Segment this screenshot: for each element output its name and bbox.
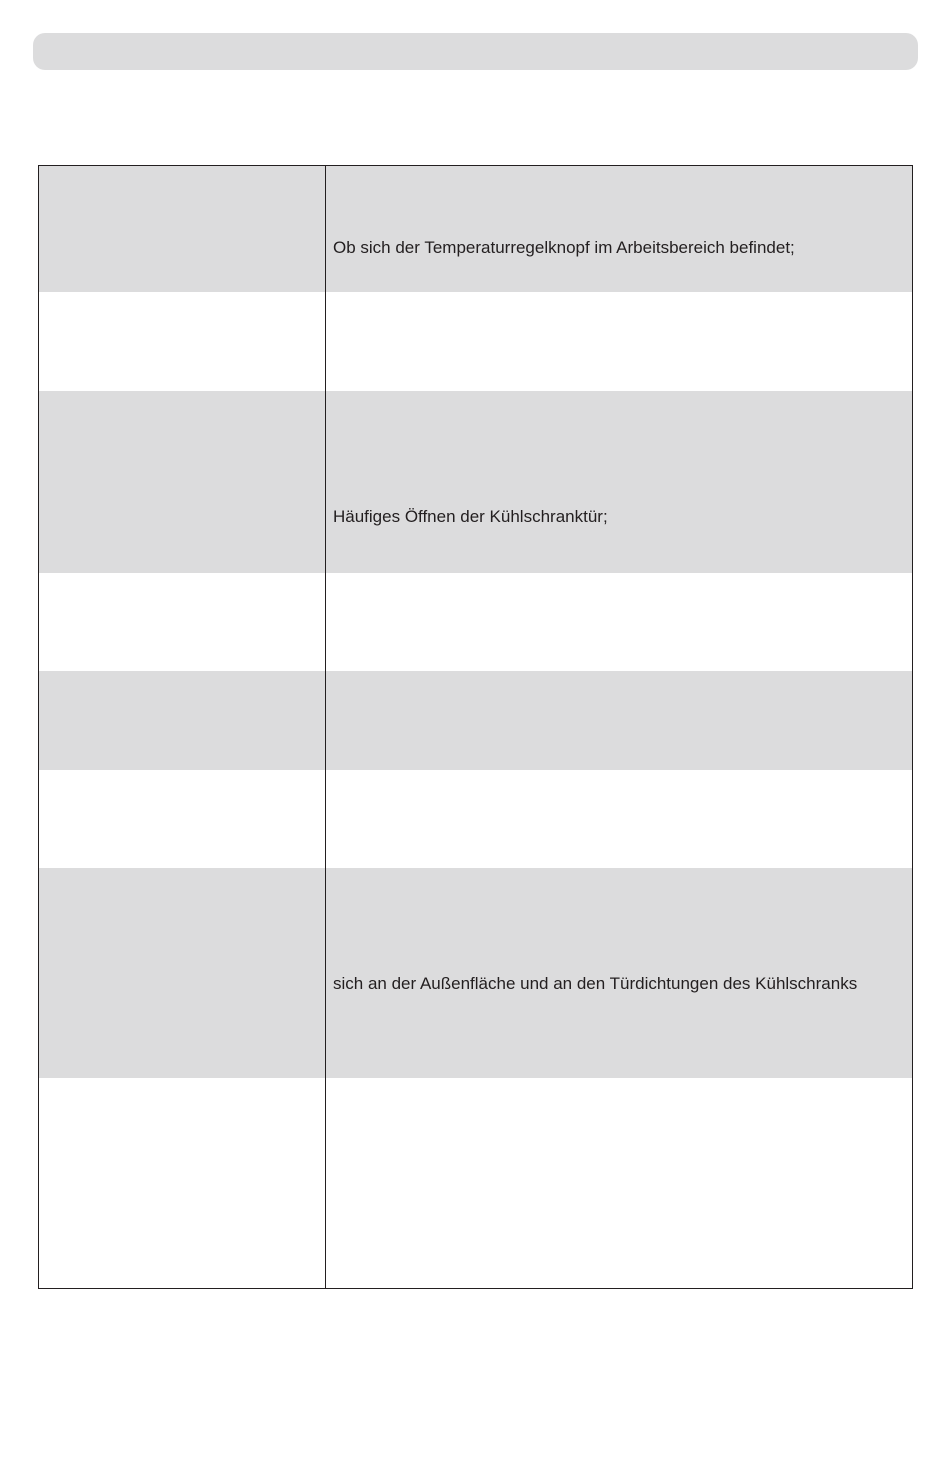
cause-text: sich an der Außenfläche und an den Türdichtungen des Kühlschranks (333, 974, 858, 994)
cause-text: Ob sich der Temperaturregelknopf im Arbeitsbereich befindet; (333, 237, 795, 257)
table-row (39, 391, 913, 573)
problem-cell (39, 868, 326, 1078)
cause-cell (326, 573, 913, 671)
table-row (39, 1078, 913, 1288)
cause-cell (326, 868, 913, 1078)
problem-cell (39, 1078, 326, 1288)
problem-cell (39, 573, 326, 671)
problem-cell (39, 770, 326, 868)
section-header-bar (33, 33, 918, 70)
problem-cell (39, 391, 326, 573)
table-row (39, 573, 913, 671)
cause-cell (326, 391, 913, 573)
cause-cell (326, 166, 913, 292)
problem-cell (39, 671, 326, 770)
table-row (39, 868, 913, 1078)
cause-cell (326, 770, 913, 868)
table-row (39, 770, 913, 868)
table-row (39, 292, 913, 391)
cause-cell (326, 292, 913, 391)
problem-cell (39, 166, 326, 292)
table-row (39, 671, 913, 770)
cause-cell (326, 671, 913, 770)
cause-text: Häufiges Öffnen der Kühlschranktür; (333, 506, 608, 526)
cause-cell (326, 1078, 913, 1288)
problem-cell (39, 292, 326, 391)
troubleshooting-table (38, 165, 913, 1289)
table-row (39, 166, 913, 292)
